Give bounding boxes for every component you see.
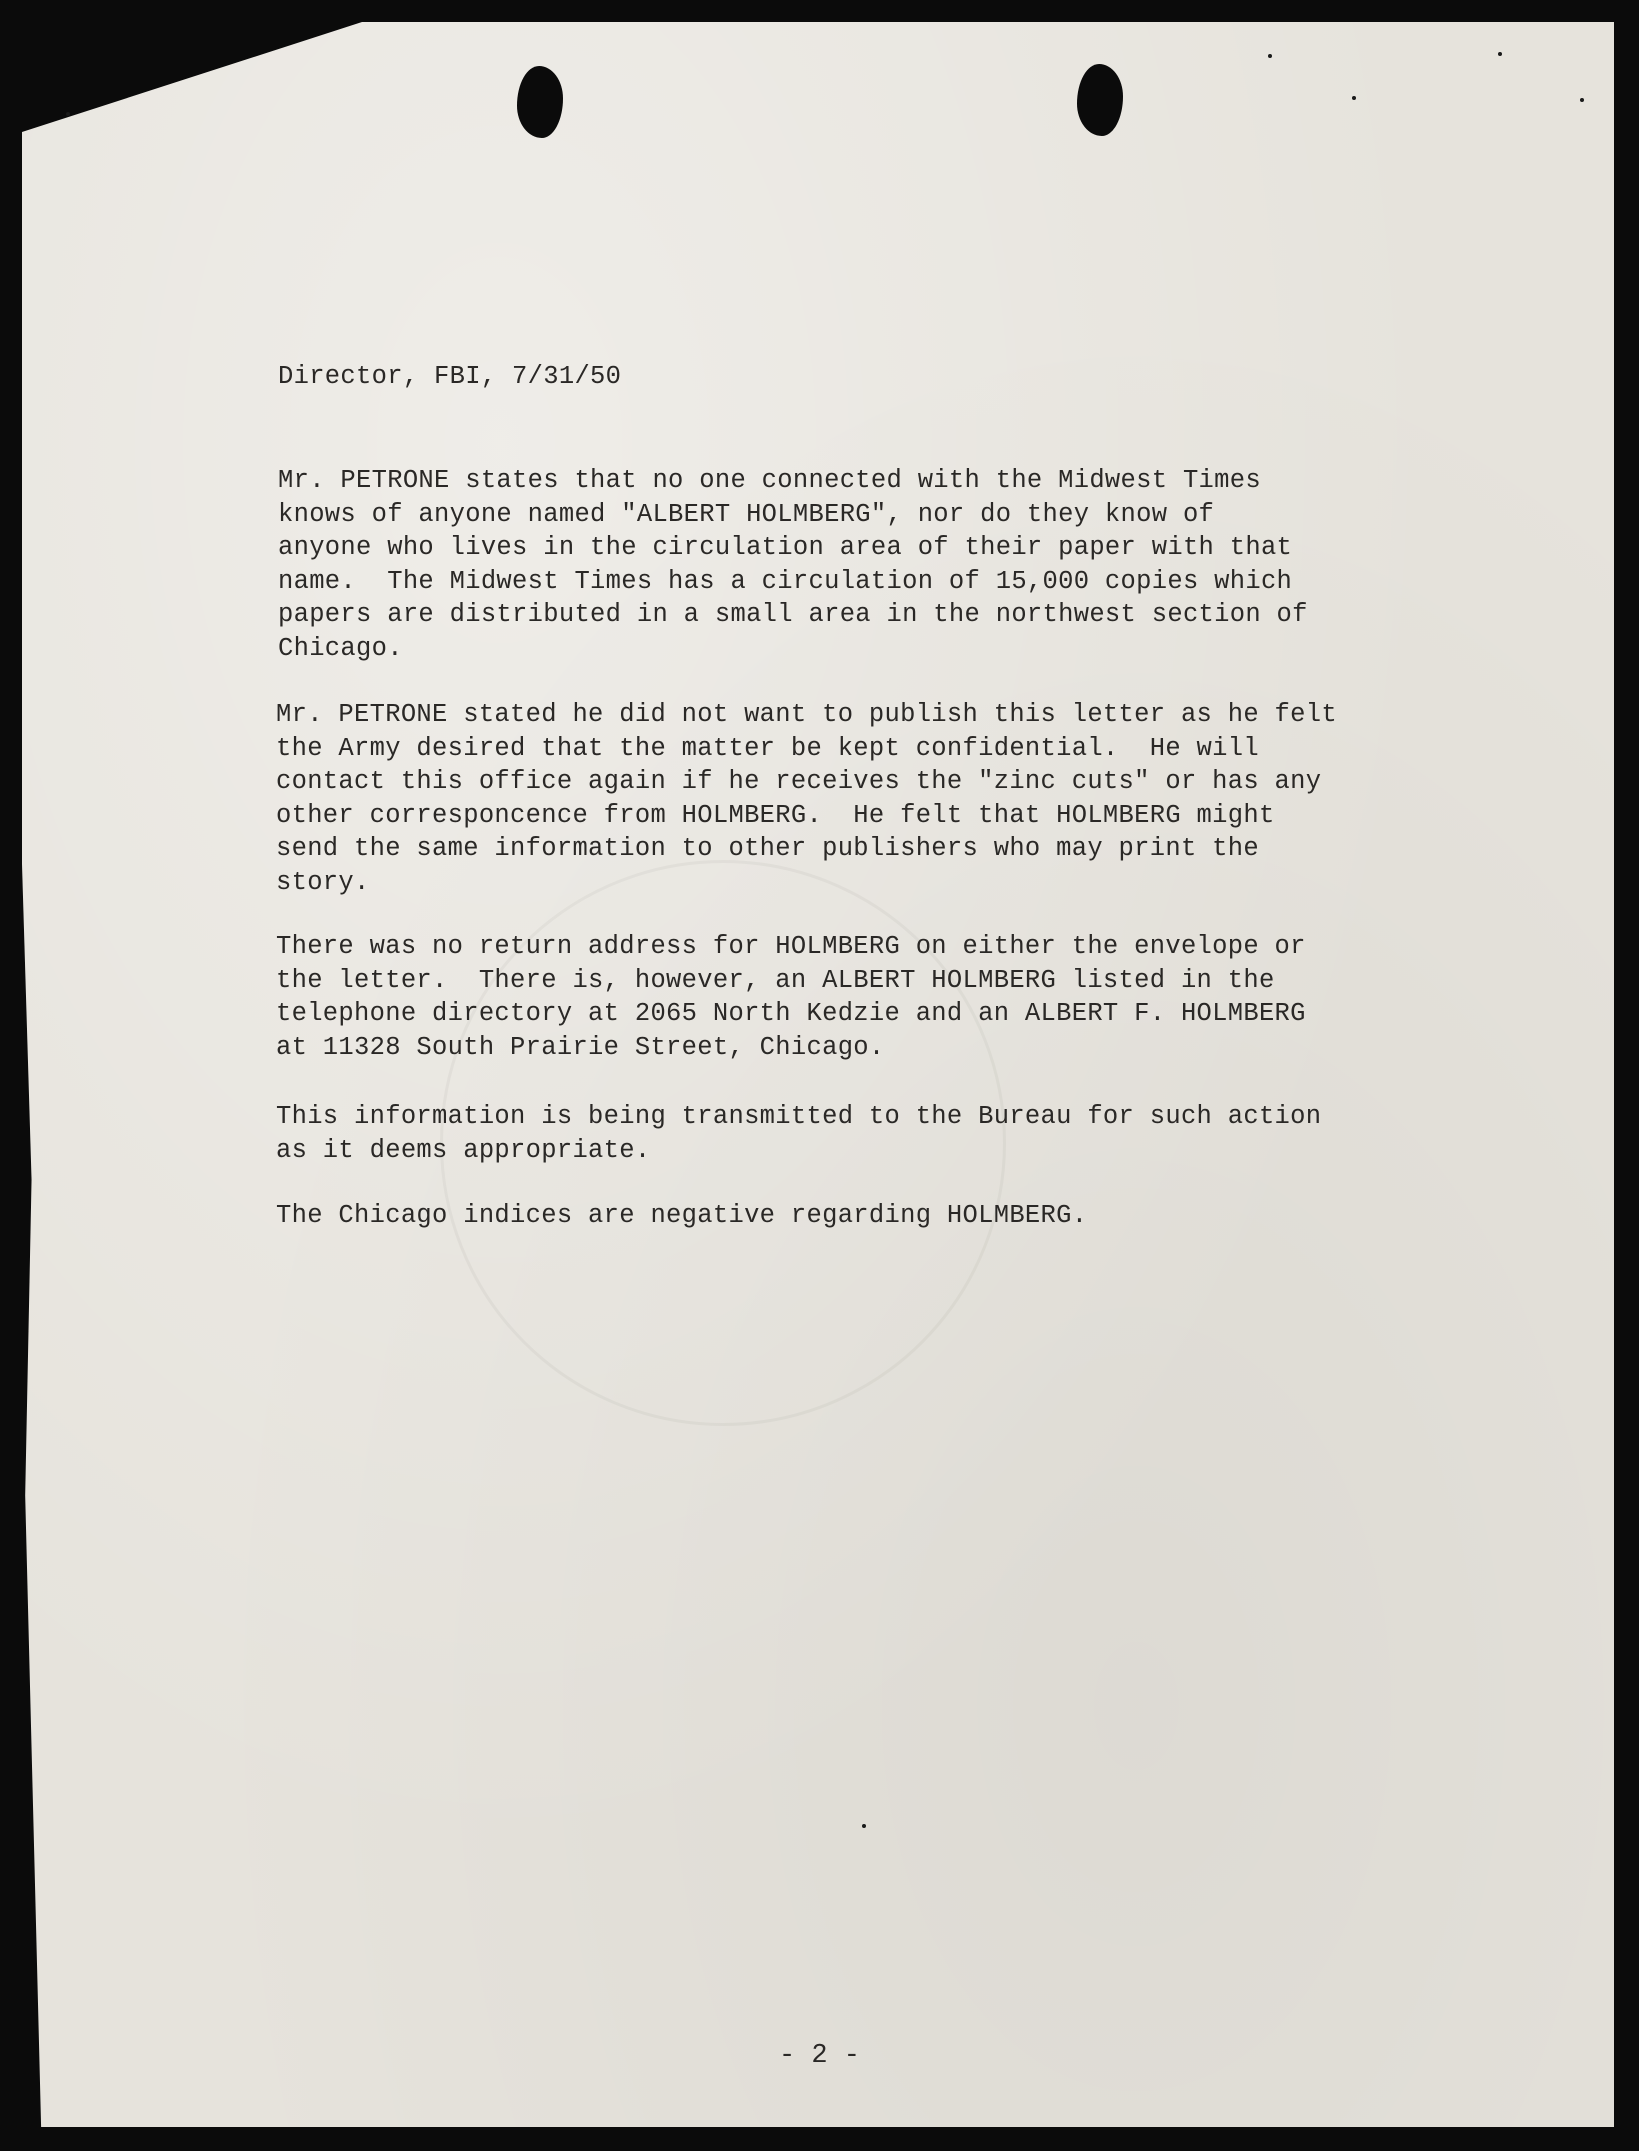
paragraph-publish-decision: Mr. PETRONE stated he did not want to publish this letter as he felt the Army desired that the matter be kept confidential. He will contact this office again if he receives the "zinc cuts" or has any other corresponcence from HOLMBERG. He felt that HOLMBERG might send the same information to other publishers who may print the story.: [276, 700, 1337, 897]
paragraph-petrone-statement: Mr. PETRONE states that no one connected with the Midwest Times knows of anyone named "ALBERT HOLMBERG", nor do they know of anyone who lives in the circulation area of their paper with that name. The Midwest Times has a circulation of 15,000 copies which papers are distributed in a small area in the northwest section of Chicago.: [278, 466, 1308, 663]
paragraph-indices: The Chicago indices are negative regarding HOLMBERG.: [276, 1201, 1088, 1230]
speck: [862, 1824, 866, 1828]
speck: [1352, 96, 1356, 100]
speck: [1498, 52, 1502, 56]
paragraph-return-address: There was no return address for HOLMBERG on either the envelope or the letter. There is, however, an ALBERT HOLMBERG listed in the telephone directory at 2065 North Kedzie and an ALBERT F. HOLMBERG at 11328 South Prairie Street, Chicago.: [276, 932, 1306, 1062]
punch-hole-right: [1077, 64, 1123, 136]
paragraph-transmittal: This information is being transmitted to the Bureau for such action as it deems appropriate.: [276, 1102, 1322, 1165]
speck: [1580, 98, 1584, 102]
punch-hole-left: [517, 66, 563, 138]
page-number: - 2 -: [778, 2041, 860, 2071]
memo-header: Director, FBI, 7/31/50: [278, 362, 622, 391]
speck: [1268, 54, 1272, 58]
speck: [66, 112, 70, 116]
torn-corner: [22, 22, 362, 132]
